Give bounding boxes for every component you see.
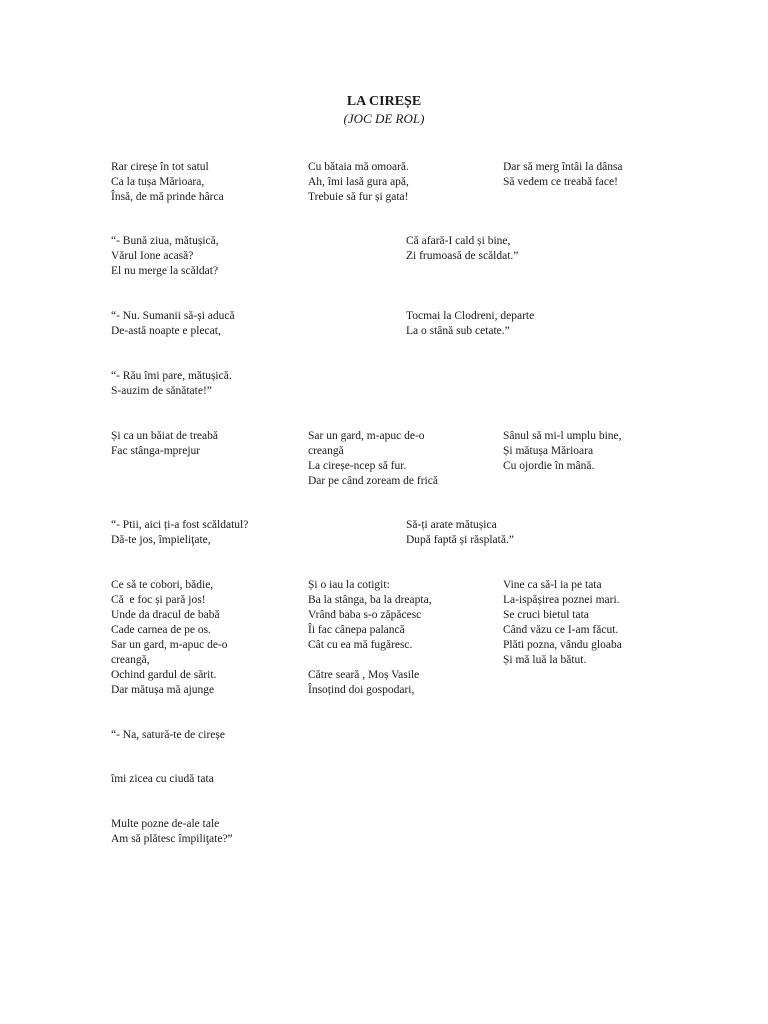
poem-line: Că afară-I cald și bine, xyxy=(406,235,511,247)
poem-line: Rar cireșe în tot satul xyxy=(111,161,209,173)
poem-line: Ba la stânga, ba la dreapta, xyxy=(308,594,432,606)
stanza xyxy=(503,578,622,668)
poem-title: LA CIREȘE xyxy=(346,94,422,109)
poem-line: “- Rău îmi pare, mătușică. xyxy=(111,370,232,382)
poem-line: La-ispășirea poznei mari. xyxy=(503,594,620,606)
poem-line: Dar pe când zoream de frică xyxy=(308,475,438,487)
poem-line: Vine ca să-l ia pe tata xyxy=(503,579,602,591)
poem-line: Se cruci bietul tata xyxy=(503,609,589,621)
stanza xyxy=(111,772,214,787)
poem-line: Să-ți arate mătușica xyxy=(406,519,497,531)
stanza xyxy=(111,728,225,743)
poem-line: După faptă și răsplată.” xyxy=(406,534,514,546)
stanza xyxy=(503,429,622,474)
poem-line: La cireșe-ncep să fur. xyxy=(308,460,407,472)
stanza xyxy=(111,518,248,548)
poem-line: Însoțind doi gospodari, xyxy=(308,684,415,696)
poem-line: Cade carnea de pe os. xyxy=(111,624,211,636)
poem-line: “- Ptii, aici ți-a fost scăldatul? xyxy=(111,519,249,531)
poem-line: Să vedem ce treabă face! xyxy=(503,176,618,188)
poem-line: Când văzu ce I-am făcut. xyxy=(503,624,619,636)
stanza xyxy=(503,160,623,190)
poem-line: Cu ojordie în mână. xyxy=(503,460,595,472)
poem-line: La o stână sub cetate.” xyxy=(406,325,510,337)
poem-line: Și o iau la cotigit: xyxy=(308,579,390,591)
poem-line: Sar un gard, m-apuc de-o xyxy=(111,639,228,651)
poem-line: Dar să merg întâi la dânsa xyxy=(503,161,623,173)
poem-line: Am să plătesc împiliţate?” xyxy=(111,833,233,845)
poem-line: Fac stânga-mprejur xyxy=(111,445,201,457)
poem-line: “- Bună ziua, mătușică, xyxy=(111,235,219,247)
stanza xyxy=(111,578,228,698)
poem-line: Și ca un băiat de treabă xyxy=(111,430,218,442)
poem-line: Unde da dracul de babă xyxy=(111,609,220,621)
poem-line: Ochind gardul de sărit. xyxy=(111,669,217,681)
poem-line: Către seară , Moș Vasile xyxy=(308,669,420,681)
poem-line: Că e foc și pară jos! xyxy=(111,594,206,606)
poem-line: El nu merge la scăldat? xyxy=(111,265,219,277)
poem-line: Și mătușa Mărioara xyxy=(503,445,594,457)
poem-line: Multe pozne de-ale tale xyxy=(111,818,220,830)
poem-line: Cu bătaia mă omoară. xyxy=(308,161,409,173)
stanza xyxy=(308,429,438,489)
poem-line: Cât cu ea mă fugăresc. xyxy=(308,639,413,651)
poem-line: îmi zicea cu ciudă tata xyxy=(111,773,214,785)
stanza xyxy=(406,234,518,264)
poem-line: Însă, de mă prinde hârca xyxy=(111,191,224,203)
poem-line: Îi fac cânepa palancă xyxy=(308,624,405,636)
poem-line: Trebuie să fur și gata! xyxy=(308,191,409,203)
poem-line: De-astă noapte e plecat, xyxy=(111,325,221,337)
poem-line: Plăti pozna, vându gloaba xyxy=(503,639,622,651)
poem-line: “- Nu. Sumanii să-și aducă xyxy=(111,310,235,322)
stanza xyxy=(308,160,409,205)
poem-line: Ah, îmi lasă gura apă, xyxy=(308,176,409,188)
stanza xyxy=(111,369,232,399)
poem-line: Dar mătușa mă ajunge xyxy=(111,684,215,696)
poem-line: Sar un gard, m-apuc de-o xyxy=(308,430,425,442)
stanza xyxy=(111,817,233,847)
poem-line: Și mă luă la bătut. xyxy=(503,654,587,666)
stanza xyxy=(111,234,219,279)
poem-line: Sânul să mi-l umplu bine, xyxy=(503,430,622,442)
stanza xyxy=(111,160,224,205)
stanza xyxy=(111,429,218,459)
stanza xyxy=(308,578,432,698)
poem-line xyxy=(308,653,432,668)
poem-line: creangă xyxy=(308,445,344,457)
stanza xyxy=(111,309,235,339)
stanza xyxy=(406,309,534,339)
poem-line: S-auzim de sănătate!” xyxy=(111,385,212,397)
poem-line: creangă, xyxy=(111,654,150,666)
poem-line: “- Na, satură-te de cireșe xyxy=(111,729,225,741)
poem-line: Ca la tușa Mărioara, xyxy=(111,176,205,188)
stanza xyxy=(406,518,514,548)
poem-line: Tocmai la Clodreni, departe xyxy=(406,310,535,322)
poem-line: Dă-te jos, împieliţate, xyxy=(111,534,211,546)
poem-line: Vărul Ione acasă? xyxy=(111,250,194,262)
poem-subtitle: (JOC DE ROL) xyxy=(343,111,425,126)
poem-line: Ce să te cobori, bădie, xyxy=(111,579,214,591)
poem-line: Vrând baba s-o zăpăcesc xyxy=(308,609,422,621)
poem-line: Zi frumoasă de scăldat.” xyxy=(406,250,519,262)
